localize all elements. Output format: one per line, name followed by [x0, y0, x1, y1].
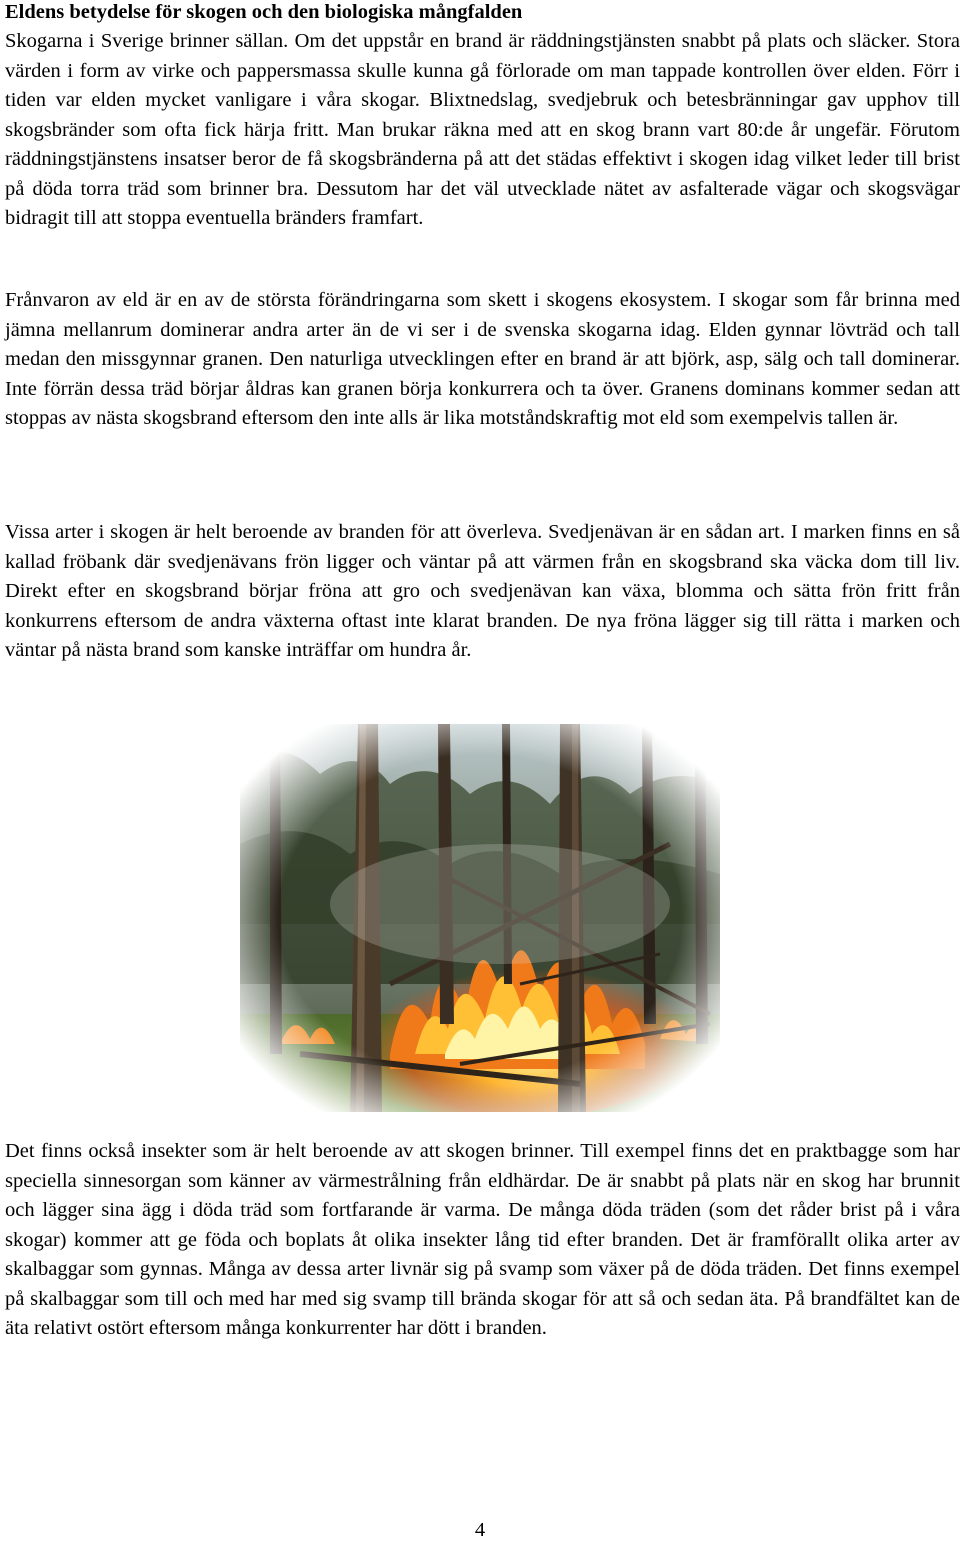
paragraph-fire-dependent-insects: Det finns också insekter som är helt beroende av att skogen brinner. Till exempel finns det en praktbagge som har speciella sinnesorgan som känner av värmestrålning från eldhärdar. De är snabbt på plats när en skog har brunnit och lägger sina ägg i döda träd som fortfarande är varma. De många döda träden (som det råder brist på i våra skogar) kommer att ge föda och boplats åt olika insekter lång tid efter branden. Det är framförallt olika arter av skalbaggar som gynnas. Många av dessa arter livnär sig på svamp som växer på de döda träden. Det finns exempel på skalbaggar som till och med har med sig svamp till brända skogar för att så och sedan äta. På brandfältet kan de äta relativt ostört eftersom många konkurrenter har dött i branden.: [5, 1140, 960, 1339]
document-heading: Eldens betydelse för skogen och den biologiska mångfalden: [5, 1, 523, 23]
paragraph-absence-of-fire: Frånvaron av eld är en av de största förändringarna som skett i skogens ekosystem. I skogar som får brinna med jämna mellanrum dominerar andra arter än de vi ser i de svenska skogarna idag. Elden gynnar lövträd och tall medan den missgynnar granen. Den naturliga utvecklingen efter en brand är att björk, asp, sälg och tall dominerar. Inte förrän dessa träd börjar åldras kan granen börja konkurrera och ta över. Granens dominans kommer sedan att stoppas av nästa skogsbrand eftersom den inte alls är lika motståndskraftig mot eld som exempelvis tallen är.: [5, 289, 960, 429]
forest-fire-photo: [240, 724, 720, 1112]
page-number: 4: [474, 1519, 486, 1541]
paragraph-fire-rarity: Skogarna i Sverige brinner sällan. Om det uppstår en brand är räddningstjänsten snabbt på plats och släcker. Stora värden i form av virke och pappersmassa skulle kunna gå förlorade om man tappade kontrollen över elden. Förr i tiden var elden mycket vanligare i våra skogar. Blixtnedslag, svedjebruk och betesbränningar gav upphov till skogsbränder som ofta fick härja fritt. Man brukar räkna med att en skog brann vart 80:de år ungefär. Förutom räddningstjänstens insatser beror de få skogsbränderna på att det städas effektivt i skogen idag vilket leder till brist på döda torra träd som brinner bra. Dessutom har det väl utvecklade nätet av asfalterade vägar och skogsvägar bidragit till att stoppa eventuella bränders framfart.: [5, 30, 960, 229]
paragraph-fire-dependent-species: Vissa arter i skogen är helt beroende av branden för att överleva. Svedjenävan är en sådan art. I marken finns en så kallad fröbank där svedjenävans frön ligger och väntar på att värmen från en skogsbrand ska väcka dom till liv. Direkt efter en skogsbrand börjar fröna att gro och svedjenävan kan växa, blomma och sätta frön fritt från konkurrens eftersom de andra växterna oftast inte klarat branden. De nya fröna lägger sig till rätta i marken och väntar på nästa brand som kanske inträffar om hundra år.: [5, 521, 960, 661]
